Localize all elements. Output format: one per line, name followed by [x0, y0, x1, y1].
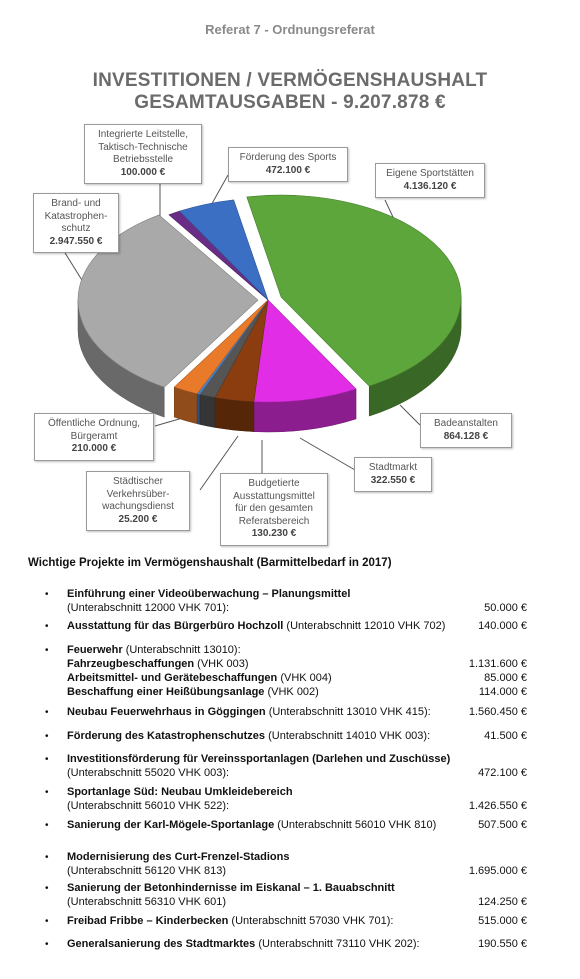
bullet: •: [45, 916, 49, 927]
project-name: Feuerwehr: [67, 644, 123, 656]
callout-eigene-sportstaetten: Eigene Sportstätten 4.136.120 €: [375, 163, 485, 198]
project-account: (Unterabschnitt 56010 VHK 810): [274, 819, 437, 831]
slice-side-budgetierte-ausstattungsmittel-f-r-den-gesamten-referatsbereich: [200, 394, 215, 427]
project-name: Freibad Fribbe – Kinderbecken: [67, 915, 229, 927]
chart-title: INVESTITIONEN / VERMÖGENSHAUSHALT: [92, 70, 488, 91]
project-account: (Unterabschnitt 73110 VHK 202):: [255, 938, 420, 950]
bullet: •: [45, 939, 49, 950]
project-account: (Unterabschnitt 12000 VHK 701):: [67, 602, 230, 614]
project-amount: 50.000 €: [484, 602, 527, 614]
project-title: [67, 753, 527, 767]
project-title: [67, 938, 527, 952]
callout-verkehr: Städtischer Verkehrsüber- wachungsdienst 25.200 €: [86, 471, 190, 531]
leader-line-markt: [300, 438, 355, 470]
project-name: Einführung einer Videoüberwachung – Planungsmittel: [67, 588, 351, 600]
project-name: Modernisierung des Curt-Frenzel-Stadions: [67, 851, 290, 863]
project-name: Generalsanierung des Stadtmarktes: [67, 938, 256, 950]
callout-budget: Budgetierte Ausstattungsmittel für den gesamten Referatsbereich 130.230 €: [220, 473, 328, 546]
project-amount: 41.500 €: [484, 730, 527, 742]
project-account: (Unterabschnitt 55020 VHK 003):: [67, 767, 230, 779]
callout-brand: Brand- und Katastrophen- schutz 2.947.550 €: [33, 193, 119, 253]
project-account: (Unterabschnitt 56310 VHK 601): [67, 896, 226, 908]
project-account: (Unterabschnitt 57030 VHK 701):: [228, 915, 394, 927]
bullet: •: [45, 589, 49, 600]
callout-badeanstalten: Badeanstalten 864.128 €: [420, 413, 512, 448]
project-account: (Unterabschnitt 56120 VHK 813): [67, 865, 226, 877]
project-title: [67, 730, 527, 744]
bullet: •: [45, 883, 49, 894]
callout-ordnung: Öffentliche Ordnung, Bürgeramt 210.000 €: [34, 413, 154, 461]
pie-slices: [78, 195, 461, 432]
project-title: [67, 882, 527, 896]
project-amount: 1.426.550 €: [468, 800, 527, 812]
project-subitem: [67, 672, 527, 686]
project-amount: 124.250 €: [478, 896, 527, 908]
project-amount: 507.500 €: [478, 819, 527, 831]
bullet: •: [45, 707, 49, 718]
project-account: (Unterabschnitt 13010):: [122, 644, 241, 656]
bullet: •: [45, 754, 49, 765]
bullet: •: [45, 787, 49, 798]
project-title: [67, 819, 527, 833]
projects-heading: Wichtige Projekte im Vermögenshaushalt (Barmittelbedarf in 2017): [28, 557, 392, 569]
project-account: (Unterabschnitt 14010 VHK 003):: [265, 730, 431, 742]
project-name: Sportanlage Süd: Neubau Umkleidebereich: [67, 786, 293, 798]
project-name: Förderung des Katastrophenschutzes: [67, 730, 266, 742]
project-name: Sanierung der Karl-Mögele-Sportanlage: [67, 819, 275, 831]
bullet: •: [45, 820, 49, 831]
project-subitem: [67, 658, 527, 672]
project-amount: 1.560.450 €: [468, 706, 527, 718]
project-amount: 1.695.000 €: [468, 865, 527, 877]
project-title: [67, 915, 527, 929]
project-account: (Unterabschnitt 13010 VHK 415):: [265, 706, 431, 718]
bullet: •: [45, 645, 49, 656]
project-title: [67, 786, 527, 800]
project-title: [67, 706, 527, 720]
project-amount: 114.000 €: [478, 686, 527, 698]
project-name: Sanierung der Betonhindernisse im Eiskanal – 1. Bauabschnitt: [67, 882, 395, 894]
leader-line-bad: [400, 405, 420, 425]
bullet: •: [45, 621, 49, 632]
slice-side-stadtmarkt: [215, 397, 254, 431]
callout-leitstelle: Integrierte Leitstelle, Taktisch-Technische Betriebsstelle 100.000 €: [84, 124, 202, 184]
project-title: [67, 851, 527, 865]
project-name: Ausstattung für das Bürgerbüro Hochzoll: [67, 620, 284, 632]
project-amount: 515.000 €: [478, 915, 527, 927]
project-name: Neubau Feuerwehrhaus in Göggingen: [67, 706, 266, 718]
project-subitem: [67, 686, 527, 700]
project-account: (Unterabschnitt 12010 VHK 702): [283, 620, 446, 632]
project-title: [67, 588, 527, 602]
project-amount: 140.000 €: [478, 620, 527, 632]
project-amount: 472.100 €: [478, 767, 527, 779]
chart-subtitle: GESAMTAUSGABEN - 9.207.878 €: [134, 92, 446, 113]
subitem-account: (VHK 003): [194, 658, 249, 670]
bullet: •: [45, 852, 49, 863]
subitem-account: (VHK 004): [277, 672, 332, 684]
page-header: Referat 7 - Ordnungsreferat: [205, 22, 375, 37]
subitem-name: Beschaffung einer Heißübungsanlage: [67, 686, 265, 698]
callout-stadtmarkt: Stadtmarkt 322.550 €: [354, 457, 432, 492]
subitem-name: Fahrzeugbeschaffungen: [67, 658, 195, 670]
project-name: Investitionsförderung für Vereinssportanlagen (Darlehen und Zuschüsse): [67, 753, 451, 765]
project-amount: 190.550 €: [478, 938, 527, 950]
project-title: [67, 620, 527, 634]
callout-foerderung: Förderung des Sports 472.100 €: [228, 147, 348, 182]
project-account: (Unterabschnitt 56010 VHK 522):: [67, 800, 230, 812]
project-amount: 85.000 €: [484, 672, 527, 684]
subitem-account: (VHK 002): [264, 686, 319, 698]
slice-side-st-dtischer-verkehrs-berwachungsdienst: [197, 394, 200, 425]
project-amount: 1.131.600 €: [468, 658, 527, 670]
project-title: [67, 644, 527, 658]
bullet: •: [45, 731, 49, 742]
subitem-name: Arbeitsmittel- und Gerätebeschaffungen: [67, 672, 278, 684]
